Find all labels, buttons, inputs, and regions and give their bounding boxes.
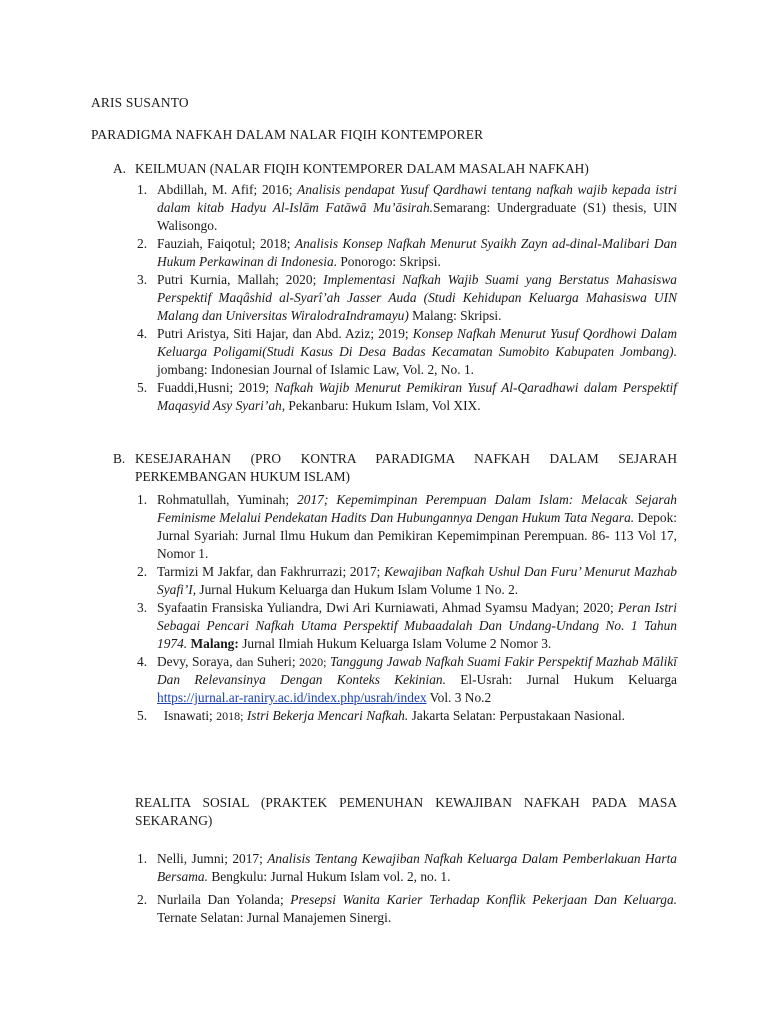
list-item: 2. Tarmizi M Jakfar, dan Fakhrurrazi; 2017; Kewajiban Nafkah Ushul Dan Furu’ Menurut Mazhab Syafi’I, Jurnal Hukum Keluarga dan Hukum Islam Volume 1 No. 2. xyxy=(137,564,677,597)
list-item: 2. Nurlaila Dan Yolanda; Presepsi Wanita Karier Terhadap Konflik Pekerjaan Dan Keluarga. Ternate Selatan: Jurnal Manajemen Sinergi. xyxy=(137,892,677,925)
section-c-heading: REALITA SOSIAL (PRAKTEK PEMENUHAN KEWAJIBAN NAFKAH PADA MASA SEKARANG) xyxy=(135,795,677,828)
section-b-title: KESEJARAHAN (PRO KONTRA PARADIGMA NAFKAH DALAM SEJARAH PERKEMBANGAN HUKUM ISLAM) xyxy=(135,451,677,484)
document-title: PARADIGMA NAFKAH DALAM NALAR FIQIH KONTEMPORER xyxy=(91,127,484,142)
section-a-letter: A. xyxy=(113,161,127,176)
list-item: 3. Putri Kurnia, Mallah; 2020; Implementasi Nafkah Wajib Suami yang Berstatus Mahasiswa Perspektif Maqâshid al-Syarî’ah Jasser Auda (Studi Kehidupan Keluarga Mahasiswa UIN Malang dan Universitas WiralodraIndramayu) Malang: Skripsi. xyxy=(137,272,677,323)
list-item: 4. Devy, Soraya, dan Suheri; 2020; Tanggung Jawab Nafkah Suami Fakir Perspektif Mazhab Mālikī Dan Relevansinya Dengan Konteks Kekinian. El-Usrah: Jurnal Hukum Keluarga https://jurnal.ar-raniry.ac.id/index.php/usrah/index Vol. 3 No.2 xyxy=(137,654,677,705)
section-a-heading xyxy=(113,160,677,180)
section-c-list xyxy=(135,850,677,927)
author-name: ARIS SUSANTO xyxy=(91,95,189,110)
list-item: 4. Putri Aristya, Siti Hajar, dan Abd. Aziz; 2019; Konsep Nafkah Menurut Yusuf Qordhowi Dalam Keluarga Poligami(Studi Kasus Di Desa Badas Kecamatan Sumobito Kabupaten Jombang). jombang: Indonesian Journal of Islamic Law, Vol. 2, No. 1. xyxy=(137,326,677,377)
list-item: 2. Fauziah, Faiqotul; 2018; Analisis Konsep Nafkah Menurut Syaikh Zayn ad-dinal-Malibari Dan Hukum Perkawinan di Indonesia. Ponorogo: Skripsi. xyxy=(137,236,677,269)
section-b-letter: B. xyxy=(113,451,126,466)
list-item: 3. Syafaatin Fransiska Yuliandra, Dwi Ari Kurniawati, Ahmad Syamsu Madyan; 2020; Peran Istri Sebagai Pencari Nafkah Utama Perspektif Mubaadalah Dan Undang-Undang No. 1 Tahun 1974. Malang: Jurnal Ilmiah Hukum Keluarga Islam Volume 2 Nomor 3. xyxy=(137,600,677,651)
section-a-list xyxy=(135,181,677,415)
section-b-heading xyxy=(113,450,677,488)
section-a-title: KEILMUAN (NALAR FIQIH KONTEMPORER DALAM MASALAH NAFKAH) xyxy=(135,161,589,176)
list-item: 1. Rohmatullah, Yuminah; 2017; Kepemimpinan Perempuan Dalam Islam: Melacak Sejarah Feminisme Melalui Pendekatan Hadits Dan Hubungannya Dengan Hukum Tata Negara. Depok: Jurnal Syariah: Jurnal Ilmu Hukum dan Pemikiran Kepemimpinan Perempuan. 86- 113 Vol 17, Nomor 1. xyxy=(137,492,677,561)
list-item: 1. Nelli, Jumni; 2017; Analisis Tentang Kewajiban Nafkah Keluarga Dalam Pemberlakuan Harta Bersama. Bengkulu: Jurnal Hukum Islam vol. 2, no. 1. xyxy=(137,851,677,884)
journal-link[interactable]: https://jurnal.ar-raniry.ac.id/index.php/usrah/index xyxy=(157,690,427,705)
list-item: 5. Fuaddi,Husni; 2019; Nafkah Wajib Menurut Pemikiran Yusuf Al-Qaradhawi dalam Perspektif Maqasyid Asy Syari’ah, Pekanbaru: Hukum Islam, Vol XIX. xyxy=(137,380,677,413)
list-item: 5. Isnawati; 2018; Istri Bekerja Mencari Nafkah. Jakarta Selatan: Perpustakaan Nasional. xyxy=(137,708,626,723)
list-item: 1. Abdillah, M. Afif; 2016; Analisis pendapat Yusuf Qardhawi tentang nafkah wajib kepada istri dalam kitab Hadyu Al-Islām Fatāwā Mu’āsirah.Semarang: Undergraduate (S1) thesis, UIN Walisongo. xyxy=(137,182,677,233)
section-b-list xyxy=(135,491,677,725)
